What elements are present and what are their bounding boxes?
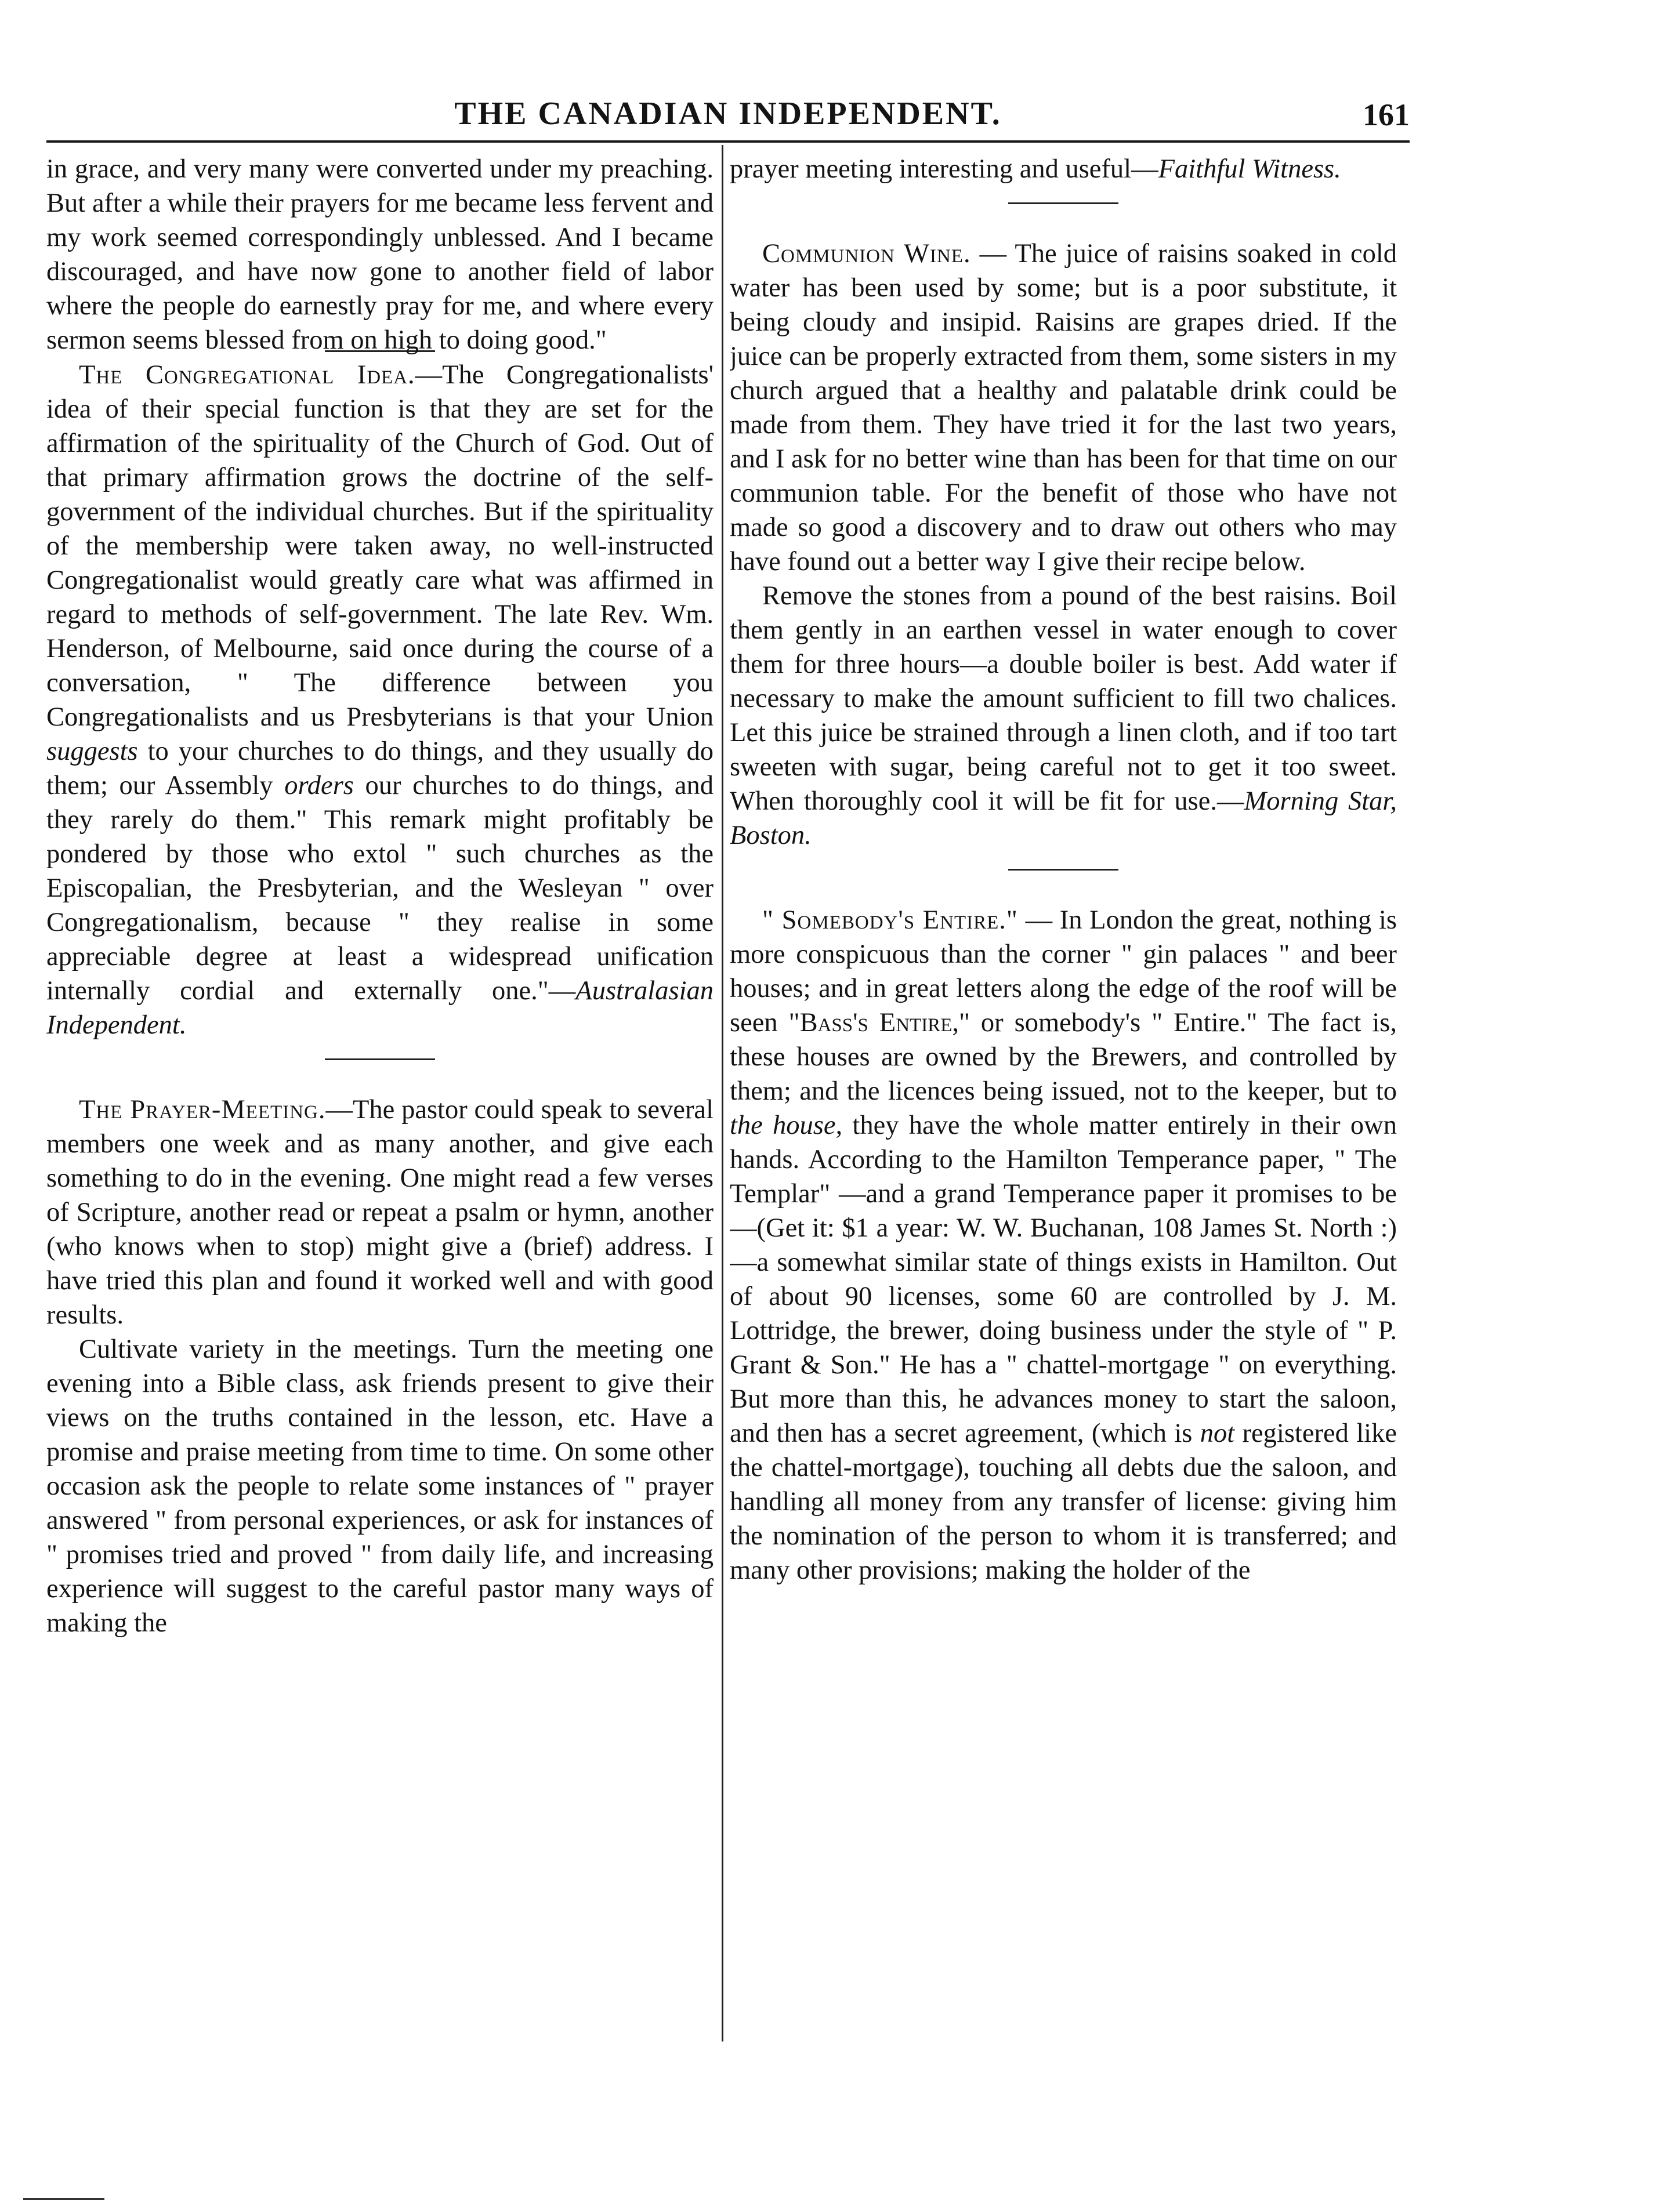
- article-heading: " Somebody's Entire.": [762, 905, 1018, 935]
- italic-word: not: [1200, 1419, 1235, 1448]
- section-divider: [1008, 869, 1118, 871]
- article-text: our churches to do things, and they rarely do them." This remark might profitably be pondered by those who extol " such churches as the Episcopalian, the Presbyterian, and the Wesleyan " over Congregationalism, because " they realise in some appreciable degree at least a widespread unification internally cordial and externally one."—: [46, 771, 714, 1006]
- article-paragraph: Cultivate variety in the meetings. Turn the meeting one evening into a Bible class, ask friends present to give their views on the truths contained in the lesson, etc. Have a promise and praise meeting from time to time. On some other occasion ask the people to relate some instances of " prayer answered " from personal experiences, or ask for instances of " promises tried and proved " from daily life, and increasing experience will suggest to the careful pastor many ways of making the: [46, 1335, 714, 1638]
- italic-word: suggests: [46, 737, 138, 766]
- source-citation: Morning Star, Boston.: [730, 786, 1397, 850]
- article-heading: The Congregational Idea.: [79, 360, 415, 390]
- edge-mark: [23, 2198, 104, 2200]
- article-text: —The Congregationalists' idea of their special function is that they are set for the affirmation of the spirituality of the Church of God. Out of that primary affirmation grows the doctrine of the self-government of the individual churches. But if the spirituality of the membership were taken away, no well-instructed Congregationalist would greatly care what was affirmed in regard to methods of self-government. The late Rev. Wm. Henderson, of Melbourne, said once during the course of a conversation, " The difference between you Congregationalists and us Presbyterians is that your Union: [46, 360, 714, 732]
- article-heading: Communion Wine.: [762, 239, 971, 269]
- source-citation: Faithful Witness.: [1158, 154, 1341, 184]
- page-number: 161: [1363, 97, 1410, 132]
- running-head: [46, 93, 1410, 139]
- article-communion-wine: [730, 237, 1397, 579]
- article-text: Remove the stones from a pound of the best raisins. Boil them gently in an earthen vessel in water enough to cover them for three hours—a double boiler is best. Add water if necessary to make the amount sufficient to fill two chalices. Let this juice be strained through a linen cloth, and if too tart sweeten with sugar, being careful not to get it too sweet. When thoroughly cool it will be fit for use.—: [730, 581, 1397, 816]
- source-citation: Australasian Independent.: [46, 976, 714, 1040]
- small-caps-text: Bass's Entire: [799, 1008, 953, 1038]
- article-text: registered like the chattel-mortgage), touching all debts due the saloon, and handling all money from any transfer of license: giving him the nomination of the person to whom it is transferred; and many other provisions; making the holder of the: [730, 1419, 1397, 1585]
- article-text: — The juice of raisins soaked in cold water has been used by some; but is a poor substitute, it being cloudy and insipid. Raisins are grapes dried. If the juice can be properly extracted from them, some sisters in my church argued that a healthy and palatable drink could be made from them. They have tried it for the last two years, and I ask for no better wine than has been for that time on our communion table. For the benefit of those who have not made so good a discovery and to draw out others who may have found out a better way I give their recipe below.: [730, 239, 1397, 576]
- article-text: — In London the great, nothing is more conspicuous than the corner " gin palaces " and beer houses; and in great letters along the edge of the roof will be seen ": [730, 905, 1397, 1038]
- header-rule: [46, 140, 1410, 143]
- right-column: [730, 152, 1397, 2066]
- article-text: ," or somebody's " Entire." The fact is, these houses are owned by the Brewers, and controlled by them; and the licences being issued, not to the keeper, but to: [730, 1008, 1397, 1106]
- article-text: —The pastor could speak to several members one week and as many another, and give each something to do in the evening. One might read a few verses of Scripture, another read or repeat a psalm or hymn, another (who knows when to stop) might give a (brief) address. I have tried this plan and found it worked well and with good results.: [46, 1095, 714, 1330]
- article-text: prayer meeting interesting and useful—: [730, 154, 1158, 184]
- section-divider: [1008, 202, 1118, 204]
- publication-title: THE CANADIAN INDEPENDENT.: [454, 96, 1002, 132]
- article-prayer-meeting: [46, 1093, 714, 1332]
- section-divider: [325, 1058, 435, 1060]
- left-column: [46, 152, 714, 2066]
- article-paragraph: [730, 579, 1397, 853]
- italic-word: the house,: [730, 1111, 843, 1140]
- article-somebodys-entire: [730, 903, 1397, 1587]
- article-text: they have the whole matter entirely in their own hands. According to the Hamilton Temperance paper, " The Templar" —and a grand Temperance paper it promises to be—(Get it: $1 a year: W. W. Buchanan, 108 James St. North :)—a somewhat similar state of things exists in Hamilton. Out of about 90 licenses, some 60 are controlled by J. M. Lottridge, the brewer, doing business under the style of " P. Grant & Son." He has a " chattel-mortgage " on everything. But more than this, he advances money to start the saloon, and then has a secret agreement, (which is: [730, 1111, 1397, 1448]
- article-heading: The Prayer-Meeting.: [79, 1095, 326, 1125]
- italic-word: orders: [284, 771, 354, 800]
- column-rule: [722, 145, 723, 2041]
- article-congregational-idea: [46, 358, 714, 1042]
- continued-paragraph: [730, 152, 1397, 186]
- article-text: to your churches to do things, and they usually do them; our Assembly: [46, 737, 714, 800]
- continued-paragraph: in grace, and very many were converted under my preaching. But after a while their prayers for me became less fervent and my work seemed correspondingly unblessed. And I became discouraged, and have now gone to another field of labor where the people do earnestly pray for me, and where every sermon seems blessed from on high to doing good.": [46, 154, 714, 355]
